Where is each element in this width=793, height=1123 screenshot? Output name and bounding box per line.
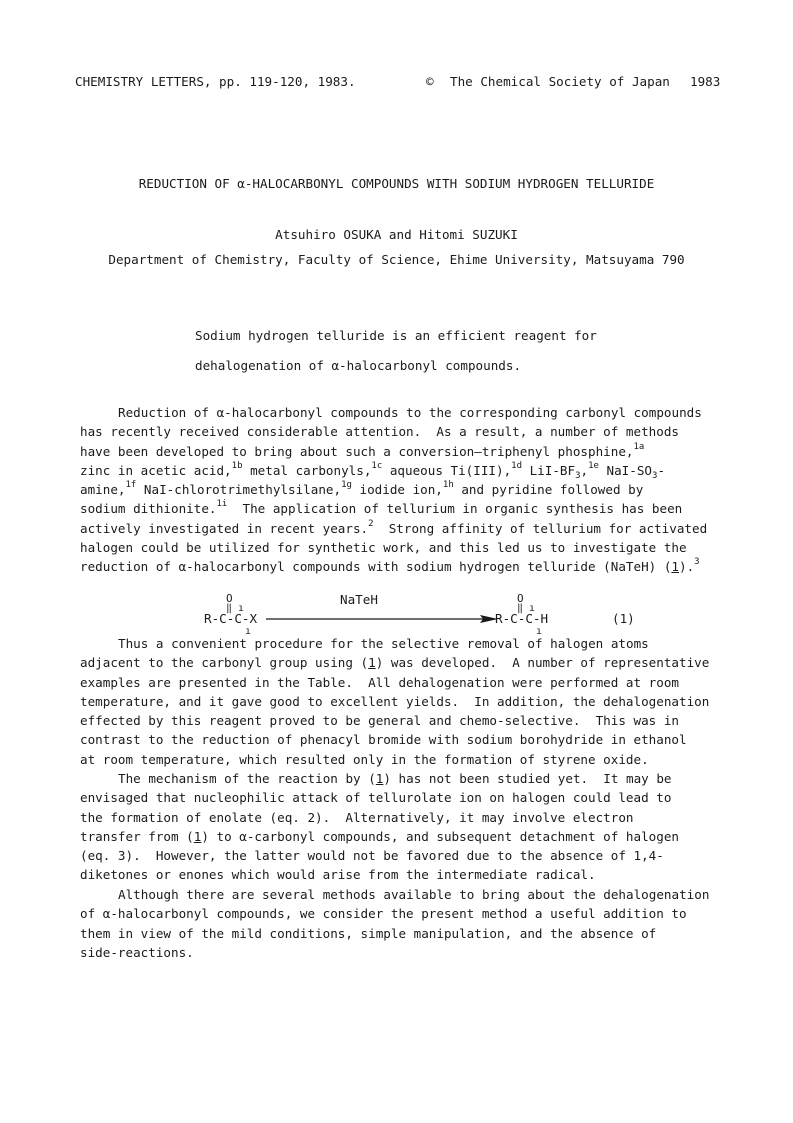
text-line: of α-halocarbonyl compounds, we consider the present method a useful addition to [80, 906, 687, 922]
text-line: effected by this reagent proved to be general and chemo-selective. This was in [80, 713, 679, 729]
paragraph-mechanism [80, 769, 730, 885]
copyright-symbol: © [426, 74, 434, 89]
journal-citation: CHEMISTRY LETTERS, pp. 119-120, 1983. [75, 74, 356, 89]
text-line: examples are presented in the Table. All dehalogenation were performed at room [80, 674, 679, 690]
society-name: The Chemical Society of Japan [450, 74, 670, 89]
text-line: actively investigated in recent years.$^2$ Strong affinity of tellurium for activated [80, 518, 708, 536]
text-line: contrast to the reduction of phenacyl bromide with sodium borohydride in ethanol [80, 732, 687, 748]
bond-tick-right: ı [536, 626, 543, 637]
compound-ref: 1 [368, 655, 376, 671]
text-line: has recently received considerable attention. As a result, a number of methods [80, 424, 679, 440]
header-year: 1983 [690, 74, 721, 89]
compound-ref: 1 [375, 771, 384, 786]
double-bond-left: ‖ ı [226, 603, 245, 614]
text-line: zinc in acetic acid,$^{1b}$ metal carbonyls,$^{1c}$ aqueous Ti(III),$^{1d}$ LiI-$BF_3,^{1e}$ NaI-$SO_3-$ [80, 460, 666, 481]
text-line: Although there are several methods available to bring about the dehalogenation [118, 887, 710, 902]
text-line: them in view of the mild conditions, simple manipulation, and the absence of [80, 925, 657, 941]
text-line: envisaged that nucleophilic attack of tellurolate ion on halogen could lead to [80, 790, 672, 806]
text-line: adjacent to the carbonyl group using (1) was developed. A number of representative [80, 655, 710, 671]
text-line: Thus a convenient procedure for the selective removal of halogen atoms [118, 636, 649, 651]
text-line: (eq. 3). However, the latter would not be favored due to the absence of 1,4- [80, 848, 664, 864]
text-line: have been developed to bring about such a conversion—triphenyl phosphine,$^{1a}$ [80, 441, 645, 459]
affiliation: Department of Chemistry, Faculty of Science, Ehime University, Matsuyama 790 [108, 252, 685, 267]
product-formula: R-C-C-H [495, 611, 549, 626]
text-line: reduction of α-halocarbonyl compounds with sodium hydrogen telluride (NaTeH) (1).$^3$ [80, 557, 700, 575]
abstract-line: dehalogenation of α-halocarbonyl compounds. [195, 358, 522, 373]
bond-tick-left: ı [245, 626, 252, 637]
text-line: diketones or enones which would arise from the intermediate radical. [80, 867, 596, 883]
double-bond-right: ‖ ı [517, 603, 536, 614]
text-line: sodium dithionite.$^{1i}$ The application of tellurium in organic synthesis has been [80, 499, 683, 517]
reactant-formula: R-C-C-X [204, 611, 258, 626]
carbonyl-oxygen-left: O [226, 592, 233, 605]
reaction-arrow [266, 613, 498, 625]
paragraph-results [80, 634, 730, 769]
text-line: halogen could be utilized for synthetic work, and this led us to investigate the [80, 540, 687, 556]
paper-title: REDUCTION OF α-HALOCARBONYL COMPOUNDS WITH SODIUM HYDROGEN TELLURIDE [138, 176, 655, 191]
text-line: The mechanism of the reaction by (1) has not been studied yet. It may be [118, 771, 672, 786]
text-line: amine,$^{1f}$ NaI-chlorotrimethylsilane,$^{1g}$ iodide ion,$^{1h}$ and pyridine followed by [80, 480, 644, 498]
reagent-label: NaTeH [340, 592, 378, 607]
text-line: Reduction of α-halocarbonyl compounds to the corresponding carbonyl compounds [118, 405, 702, 420]
abstract [195, 325, 715, 385]
equation-number: (1) [612, 611, 635, 626]
text-line: the formation of enolate (eq. 2). Alternatively, it may involve electron [80, 809, 634, 825]
text-line: transfer from (1) to α-carbonyl compounds, and subsequent detachment of halogen [80, 828, 679, 844]
carbonyl-oxygen-right: O [517, 592, 524, 605]
abstract-line: Sodium hydrogen telluride is an efficient reagent for [195, 328, 597, 343]
text-line: side-reactions. [80, 944, 194, 960]
compound-ref: 1 [671, 559, 679, 575]
text-line: at room temperature, which resulted only in the formation of styrene oxide. [80, 751, 649, 767]
paragraph-conclusion [80, 885, 730, 962]
compound-ref: 1 [193, 828, 202, 844]
text-line: temperature, and it gave good to excellent yields. In addition, the dehalogenation [80, 693, 710, 709]
paragraph-intro [80, 403, 730, 577]
authors: Atsuhiro OSUKA and Hitomi SUZUKI [275, 227, 518, 242]
